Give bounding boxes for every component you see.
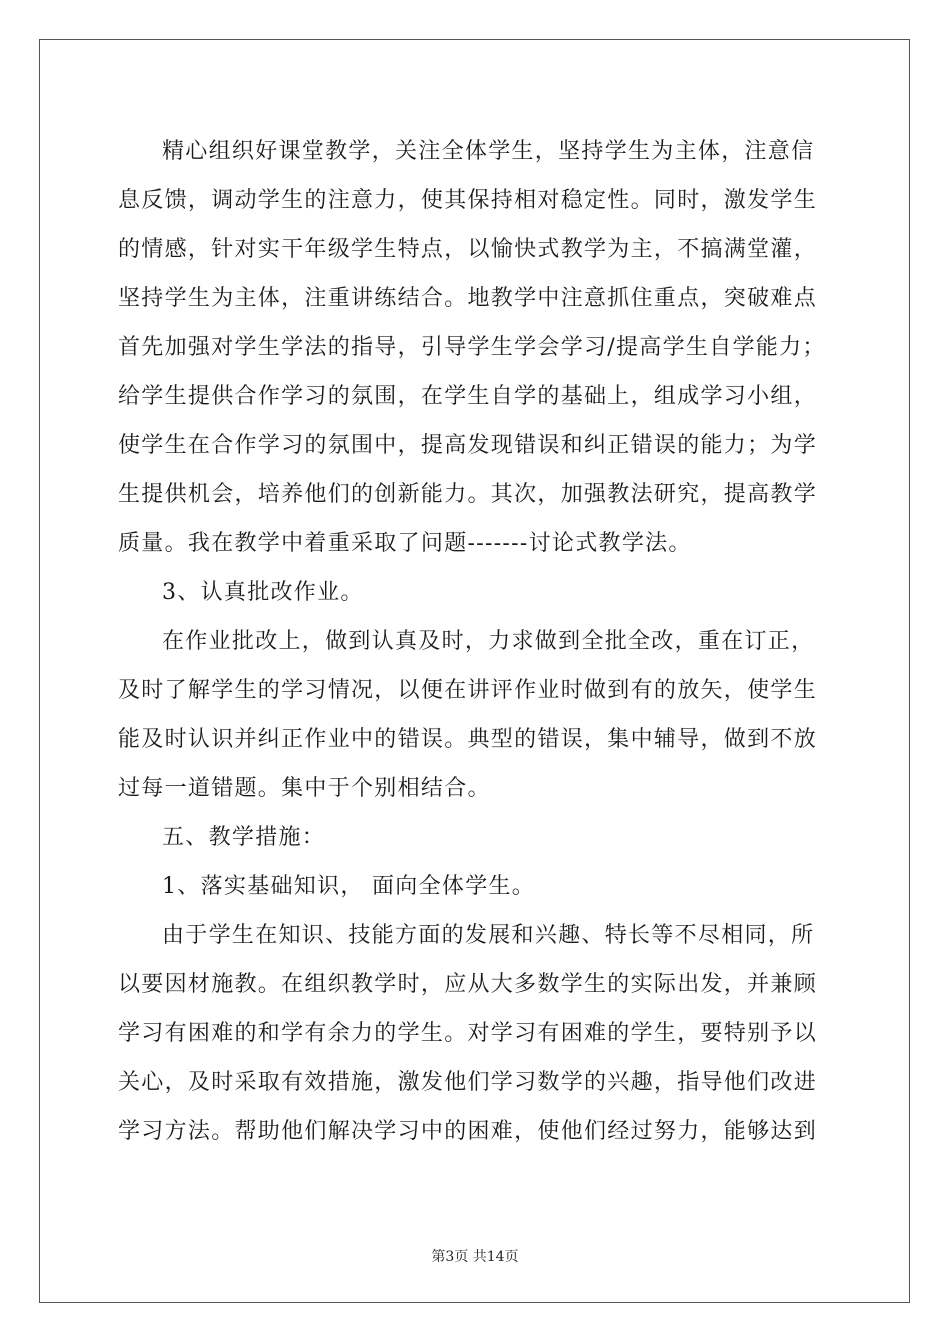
text-line-9: 质量。我在教学中着重采取了问题-------讨论式教学法。 (118, 531, 692, 556)
text-line-1: 精心组织好课堂教学，关注全体学生，坚持学生为主体，注意信 (162, 139, 815, 164)
text-line-20: 关心，及时采取有效措施，激发他们学习数学的兴趣，指导他们改进 (118, 1070, 818, 1095)
text-line-17: 由于学生在知识、技能方面的发展和兴趣、特长等不尽相同，所 (162, 923, 815, 948)
text-line-2: 息反馈，调动学生的注意力，使其保持相对稳定性。同时，激发学生 (118, 188, 818, 213)
text-line-5: 首先加强对学生学法的指导，引导学生学会学习/提高学生自学能力； (118, 335, 826, 360)
text-line-21: 学习方法。帮助他们解决学习中的困难，使他们经过努力，能够达到 (118, 1119, 818, 1144)
text-line-14: 过每一道错题。集中于个别相结合。 (118, 776, 491, 801)
text-line-3: 的情感，针对实干年级学生特点，以愉快式教学为主，不搞满堂灌， (118, 237, 818, 262)
subsection-heading-1: 1、落实基础知识， 面向全体学生。 (162, 874, 536, 899)
text-line-19: 学习有困难的和学有余力的学生。对学习有困难的学生，要特别予以 (118, 1021, 818, 1046)
section-heading-3: 3、认真批改作业。 (162, 580, 364, 605)
page-footer: 第3页 共14页 (431, 1249, 519, 1265)
text-line-11: 在作业批改上，做到认真及时，力求做到全批全改，重在订正， (162, 629, 815, 654)
text-line-7: 使学生在合作学习的氛围中，提高发现错误和纠正错误的能力；为学 (118, 433, 818, 458)
text-line-13: 能及时认识并纠正作业中的错误。典型的错误，集中辅导，做到不放 (118, 727, 818, 752)
text-line-8: 生提供机会，培养他们的创新能力。其次，加强教法研究，提高教学 (118, 482, 818, 507)
section-heading-5: 五、教学措施： (162, 825, 326, 850)
text-line-6: 给学生提供合作学习的氛围，在学生自学的基础上，组成学习小组， (118, 384, 818, 409)
document-body (118, 127, 836, 1156)
text-line-12: 及时了解学生的学习情况，以便在讲评作业时做到有的放矢，使学生 (118, 678, 818, 703)
text-line-4: 坚持学生为主体，注重讲练结合。地教学中注意抓住重点，突破难点 (118, 286, 818, 311)
text-line-18: 以要因材施教。在组织教学时，应从大多数学生的实际出发，并兼顾 (118, 972, 818, 997)
